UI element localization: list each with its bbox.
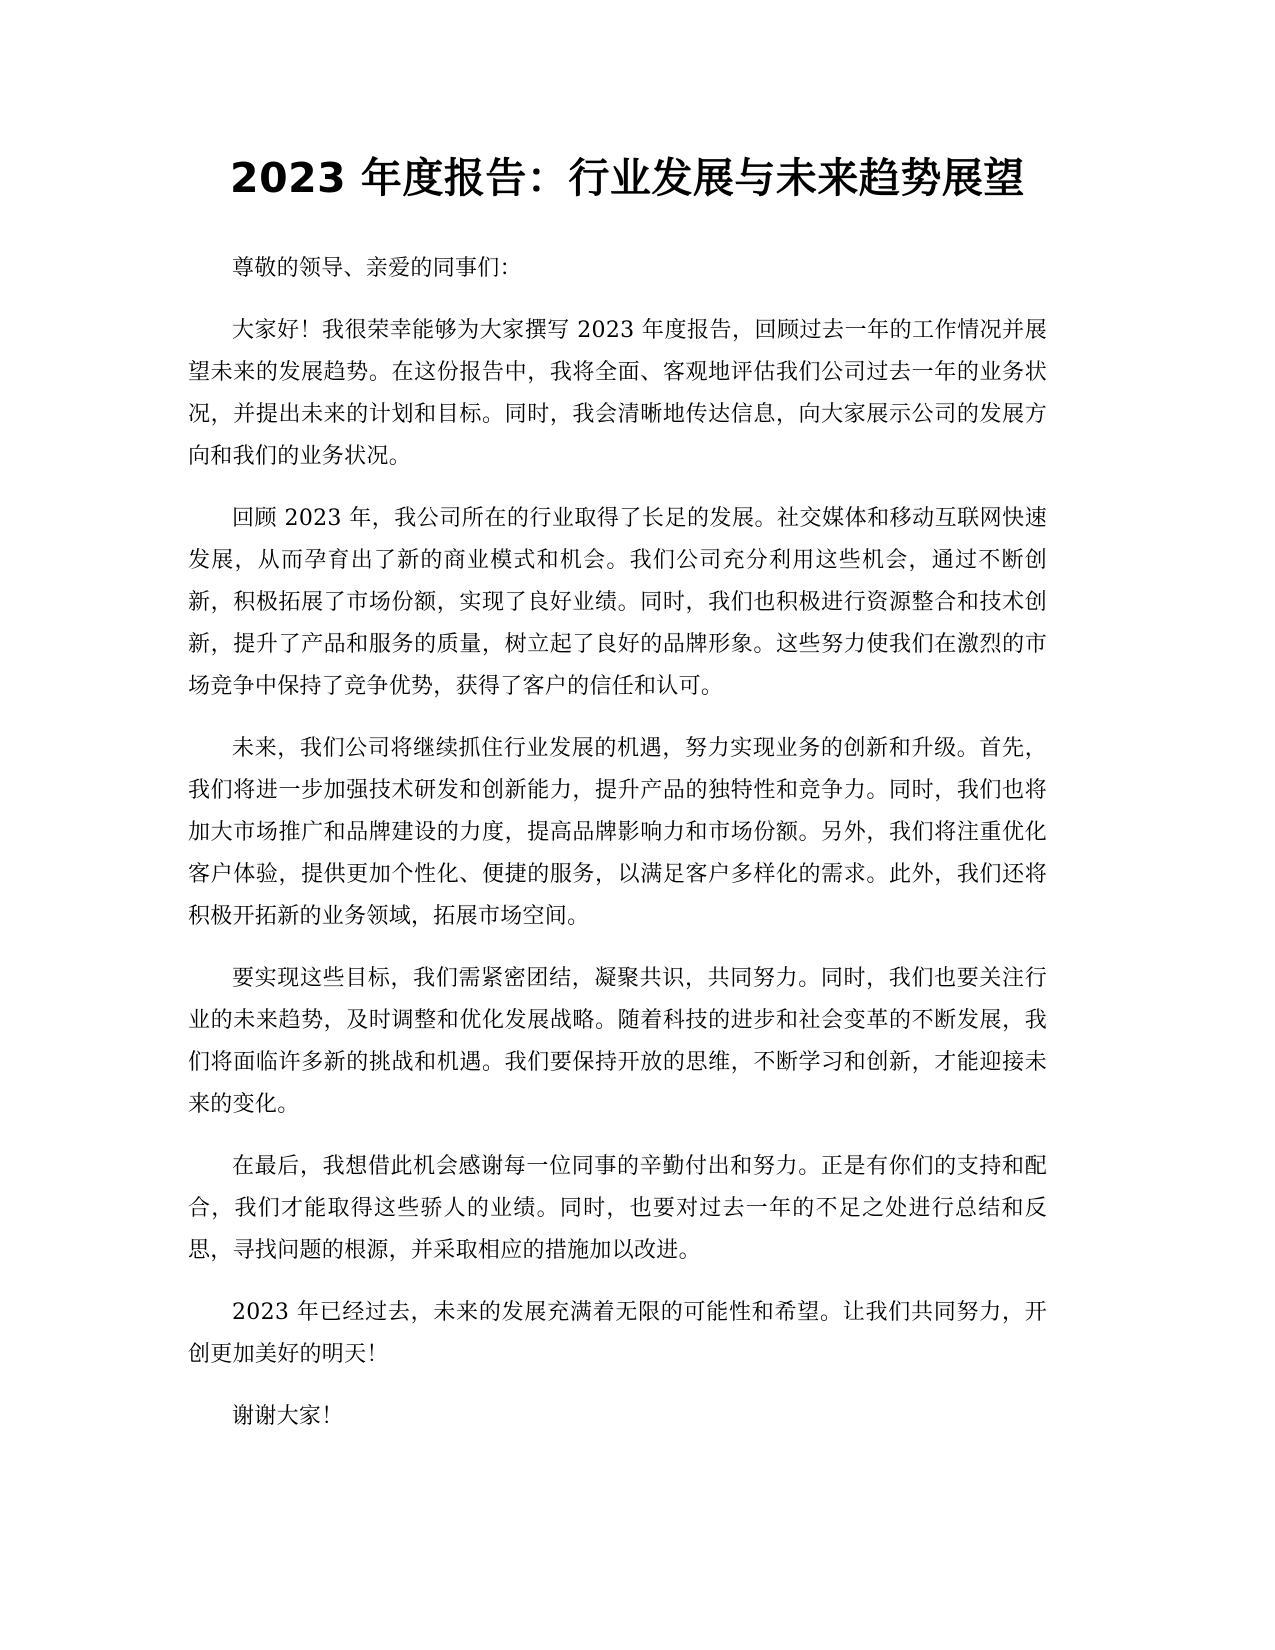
paragraph-closing: 2023 年已经过去，未来的发展充满着无限的可能性和希望。让我们共同努力，开创更加美好的明天！ bbox=[188, 1300, 1047, 1367]
document-body bbox=[188, 248, 1047, 1438]
paragraph-greeting: 大家好！我很荣幸能够为大家撰写 2023 年度报告，回顾过去一年的工作情况并展望未来的发展趋势。在这份报告中，我将全面、客观地评估我们公司过去一年的业务状况，并提出未来的计划和目标。同时，我会清晰地传达信息，向大家展示公司的发展方向和我们的业务状况。 bbox=[188, 318, 1047, 469]
salutation: 尊敬的领导、亲爱的同事们： bbox=[232, 256, 522, 281]
paragraph-future: 未来，我们公司将继续抓住行业发展的机遇，努力实现业务的创新和升级。首先，我们将进一步加强技术研发和创新能力，提升产品的独特性和竞争力。同时，我们也将加大市场推广和品牌建设的力度，提高品牌影响力和市场份额。另外，我们将注重优化客户体验，提供更加个性化、便捷的服务，以满足客户多样化的需求。此外，我们还将积极开拓新的业务领域，拓展市场空间。 bbox=[188, 736, 1047, 929]
paragraph-thanks: 在最后，我想借此机会感谢每一位同事的辛勤付出和努力。正是有你们的支持和配合，我们才能取得这些骄人的业绩。同时，也要对过去一年的不足之处进行总结和反思，寻找问题的根源，并采取相应的措施加以改进。 bbox=[188, 1154, 1047, 1263]
paragraph-goals: 要实现这些目标，我们需紧密团结，凝聚共识，共同努力。同时，我们也要关注行业的未来趋势，及时调整和优化发展战略。随着科技的进步和社会变革的不断发展，我们将面临许多新的挑战和机遇。我们要保持开放的思维，不断学习和创新，才能迎接未来的变化。 bbox=[188, 966, 1047, 1117]
sign-off: 谢谢大家！ bbox=[232, 1404, 344, 1429]
paragraph-review: 回顾 2023 年，我公司所在的行业取得了长足的发展。社交媒体和移动互联网快速发展，从而孕育出了新的商业模式和机会。我们公司充分利用这些机会，通过不断创新，积极拓展了市场份额，实现了良好业绩。同时，我们也积极进行资源整合和技术创新，提升了产品和服务的质量，树立起了良好的品牌形象。这些努力使我们在激烈的市场竞争中保持了竞争优势，获得了客户的信任和认可。 bbox=[188, 506, 1047, 699]
document-title: 2023 年度报告：行业发展与未来趋势展望 bbox=[230, 154, 1025, 202]
